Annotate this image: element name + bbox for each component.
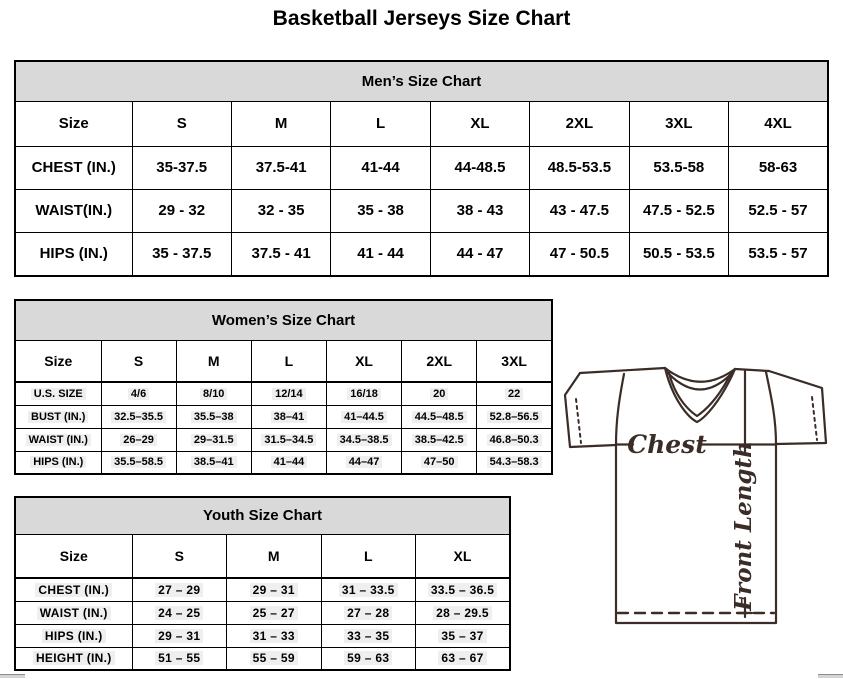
size-cell — [416, 601, 511, 624]
jersey-armhole-seam — [616, 374, 624, 445]
chest-label: Chest — [627, 430, 707, 459]
size-cell — [132, 624, 227, 647]
cell-text: 29 – 31 — [250, 583, 298, 597]
cell-text: HIPS (IN.) — [30, 456, 86, 468]
size-cell: 52.5 - 57 — [729, 189, 828, 232]
cell-text: 38.5–42.5 — [412, 434, 467, 446]
size-cell — [227, 647, 322, 670]
column-header: 3XL — [629, 101, 728, 146]
jersey-sleeve — [565, 373, 616, 447]
jersey-sleeve-cuff-dashes — [812, 397, 817, 440]
size-cell — [402, 405, 477, 428]
cell-text: 47–50 — [421, 456, 458, 468]
table-row — [15, 451, 552, 474]
cell-text: HIPS (IN.) — [42, 629, 106, 643]
table-title-row — [15, 300, 552, 340]
column-header: 2XL — [402, 340, 477, 382]
size-cell: 43 - 47.5 — [530, 189, 629, 232]
row-label: WAIST(IN.) — [15, 189, 132, 232]
cell-text: 55 – 59 — [250, 651, 298, 665]
size-cell: 53.5-58 — [629, 146, 728, 189]
mens-size-table — [14, 60, 829, 277]
size-cell — [176, 405, 251, 428]
page-title: Basketball Jerseys Size Chart — [272, 7, 571, 30]
table-row — [15, 578, 510, 601]
table-title-row — [15, 497, 510, 534]
size-cell — [326, 382, 401, 405]
table-header-row — [15, 534, 510, 578]
size-cell: 41 - 44 — [331, 232, 430, 276]
cell-text: WAIST (IN.) — [26, 434, 91, 446]
jersey-shoulder-line — [735, 369, 769, 371]
size-cell — [251, 405, 326, 428]
size-cell — [251, 382, 326, 405]
cell-text: 28 – 29.5 — [433, 606, 492, 620]
size-cell — [402, 428, 477, 451]
cell-text: U.S. SIZE — [31, 388, 86, 400]
youth-table-title: Youth Size Chart — [15, 497, 510, 534]
table-header-row — [15, 340, 552, 382]
size-cell — [477, 405, 552, 428]
size-cell — [402, 451, 477, 474]
table-title-row — [15, 61, 828, 101]
column-header: Size — [15, 534, 132, 578]
size-cell: 38 - 43 — [430, 189, 529, 232]
row-label — [15, 382, 101, 405]
cell-text: 12/14 — [272, 388, 306, 400]
column-header: XL — [416, 534, 511, 578]
youth-size-table — [14, 496, 511, 671]
table-header-row — [15, 101, 828, 146]
cell-text: 35.5–38 — [191, 411, 237, 423]
cell-text: 38.5–41 — [191, 456, 237, 468]
size-cell — [321, 578, 416, 601]
size-cell — [132, 601, 227, 624]
column-header: M — [227, 534, 322, 578]
column-header: Size — [15, 101, 132, 146]
size-cell — [132, 647, 227, 670]
cell-text: 59 – 63 — [344, 651, 392, 665]
table-row — [15, 405, 552, 428]
cell-text: 29–31.5 — [191, 434, 237, 446]
size-cell — [321, 601, 416, 624]
cell-text: HEIGHT (IN.) — [33, 651, 115, 665]
size-cell: 47.5 - 52.5 — [629, 189, 728, 232]
cell-text: 38–41 — [271, 411, 308, 423]
size-cell — [227, 624, 322, 647]
size-cell — [321, 647, 416, 670]
column-header: S — [132, 534, 227, 578]
cell-text: 51 – 55 — [155, 651, 203, 665]
cell-text: WAIST (IN.) — [37, 606, 111, 620]
cell-text: 31 – 33.5 — [339, 583, 398, 597]
row-label: CHEST (IN.) — [15, 146, 132, 189]
size-cell — [101, 428, 176, 451]
table-row — [15, 601, 510, 624]
size-cell — [251, 451, 326, 474]
jersey-armhole-seam — [766, 372, 776, 444]
column-header: 3XL — [477, 340, 552, 382]
cell-text: 52.8–56.5 — [487, 411, 542, 423]
size-cell — [326, 428, 401, 451]
column-header: S — [132, 101, 231, 146]
cell-text: 63 – 67 — [438, 651, 486, 665]
cell-text: 22 — [505, 388, 523, 400]
size-cell — [227, 601, 322, 624]
cell-text: 29 – 31 — [155, 629, 203, 643]
table-row — [15, 189, 828, 232]
row-label — [15, 451, 101, 474]
row-label — [15, 624, 132, 647]
womens-table-title: Women’s Size Chart — [15, 300, 552, 340]
size-cell — [477, 451, 552, 474]
table-row — [15, 382, 552, 405]
column-header: M — [231, 101, 330, 146]
size-cell — [101, 382, 176, 405]
column-header: L — [321, 534, 416, 578]
size-cell — [176, 428, 251, 451]
cell-text: 20 — [430, 388, 448, 400]
front-length-label: Front Length — [730, 441, 757, 611]
size-cell: 50.5 - 53.5 — [629, 232, 728, 276]
column-header: XL — [326, 340, 401, 382]
row-label — [15, 405, 101, 428]
size-cell: 35 - 38 — [331, 189, 430, 232]
size-cell — [416, 647, 511, 670]
jersey-shoulder-line — [580, 368, 665, 373]
jersey-diagram — [555, 355, 843, 635]
column-header: L — [331, 101, 430, 146]
size-cell: 53.5 - 57 — [729, 232, 828, 276]
cell-text: 33 – 35 — [344, 629, 392, 643]
size-cell: 32 - 35 — [231, 189, 330, 232]
cell-text: 26–29 — [120, 434, 157, 446]
row-label — [15, 428, 101, 451]
scrollbar-fragment-right[interactable] — [818, 674, 843, 678]
column-header: L — [251, 340, 326, 382]
table-row — [15, 428, 552, 451]
cell-text: 27 – 29 — [155, 583, 203, 597]
size-cell — [402, 382, 477, 405]
column-header: M — [176, 340, 251, 382]
jersey-sleeve — [769, 371, 826, 444]
cell-text: 46.8–50.3 — [487, 434, 542, 446]
cell-text: 27 – 28 — [344, 606, 392, 620]
size-cell — [326, 451, 401, 474]
table-row — [15, 146, 828, 189]
size-cell — [321, 624, 416, 647]
size-cell — [416, 578, 511, 601]
size-cell: 35-37.5 — [132, 146, 231, 189]
size-cell — [477, 428, 552, 451]
cell-text: 41–44 — [271, 456, 308, 468]
size-cell — [477, 382, 552, 405]
cell-text: 31 – 33 — [250, 629, 298, 643]
size-cell — [227, 578, 322, 601]
cell-text: 35 – 37 — [438, 629, 486, 643]
size-cell: 44 - 47 — [430, 232, 529, 276]
column-header: S — [101, 340, 176, 382]
jersey-sleeve-cuff-dashes — [576, 399, 581, 443]
mens-table-title: Men’s Size Chart — [15, 61, 828, 101]
cell-text: 35.5–58.5 — [111, 456, 166, 468]
size-cell — [251, 428, 326, 451]
size-cell — [326, 405, 401, 428]
cell-text: 54.3–58.3 — [487, 456, 542, 468]
size-cell: 37.5 - 41 — [231, 232, 330, 276]
size-cell — [101, 405, 176, 428]
cell-text: 31.5–34.5 — [261, 434, 316, 446]
table-row — [15, 624, 510, 647]
cell-text: 34.5–38.5 — [337, 434, 392, 446]
size-cell: 47 - 50.5 — [530, 232, 629, 276]
cell-text: 8/10 — [200, 388, 227, 400]
cell-text: 44.5–48.5 — [412, 411, 467, 423]
column-header: 4XL — [729, 101, 828, 146]
cell-text: 32.5–35.5 — [111, 411, 166, 423]
size-cell: 29 - 32 — [132, 189, 231, 232]
cell-text: BUST (IN.) — [28, 411, 88, 423]
size-cell — [416, 624, 511, 647]
size-cell — [176, 451, 251, 474]
size-cell: 44-48.5 — [430, 146, 529, 189]
size-cell — [176, 382, 251, 405]
scrollbar-fragment-left[interactable] — [0, 674, 25, 678]
womens-size-table — [14, 299, 553, 475]
size-cell: 41-44 — [331, 146, 430, 189]
row-label — [15, 601, 132, 624]
cell-text: 41–44.5 — [341, 411, 387, 423]
row-label — [15, 647, 132, 670]
cell-text: 25 – 27 — [250, 606, 298, 620]
size-cell — [101, 451, 176, 474]
size-cell: 48.5-53.5 — [530, 146, 629, 189]
size-cell — [132, 578, 227, 601]
cell-text: 44–47 — [346, 456, 383, 468]
column-header: XL — [430, 101, 529, 146]
size-cell: 58-63 — [729, 146, 828, 189]
size-cell: 35 - 37.5 — [132, 232, 231, 276]
cell-text: CHEST (IN.) — [35, 583, 112, 597]
table-row — [15, 232, 828, 276]
column-header: 2XL — [530, 101, 629, 146]
size-cell: 37.5-41 — [231, 146, 330, 189]
table-row — [15, 647, 510, 670]
column-header: Size — [15, 340, 101, 382]
row-label: HIPS (IN.) — [15, 232, 132, 276]
cell-text: 24 – 25 — [155, 606, 203, 620]
cell-text: 4/6 — [128, 388, 149, 400]
row-label — [15, 578, 132, 601]
cell-text: 33.5 – 36.5 — [428, 583, 497, 597]
cell-text: 16/18 — [347, 388, 381, 400]
